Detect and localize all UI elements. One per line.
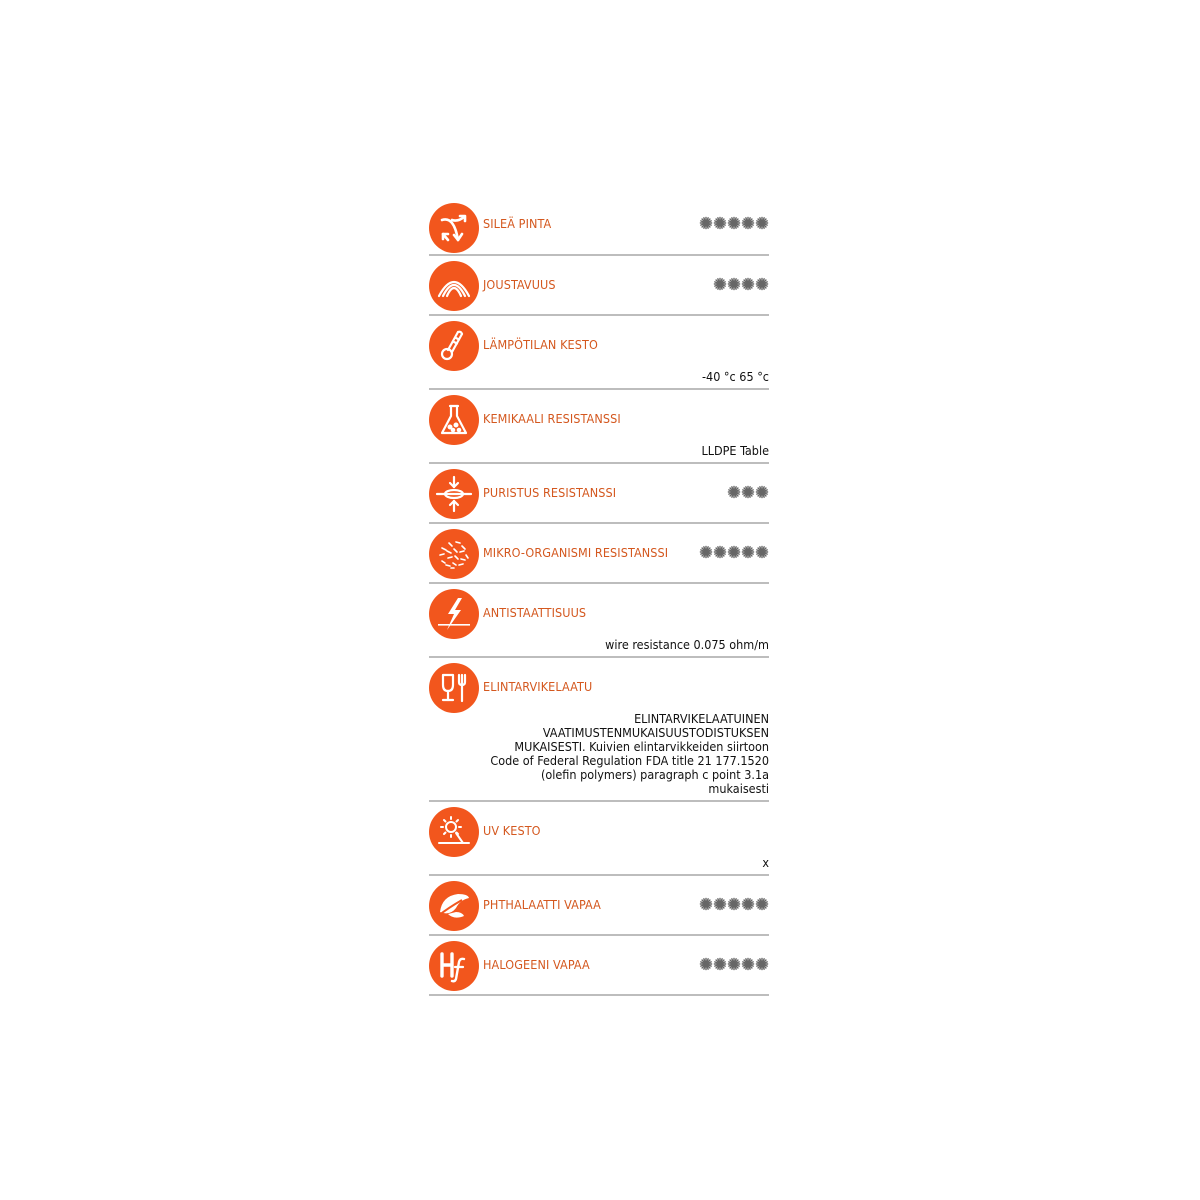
star-icon: [699, 215, 713, 234]
property-label: ANTISTAATTISUUS: [483, 605, 587, 620]
star-icon: [755, 484, 769, 503]
star-icon: [727, 544, 741, 563]
property-label: LÄMPÖTILAN KESTO: [483, 337, 598, 352]
property-row-uv: [429, 802, 769, 876]
star-icon: [713, 956, 727, 975]
star-icon: [727, 896, 741, 915]
rating-stars: [713, 276, 769, 295]
property-row-halogen-free: [429, 936, 769, 996]
property-row-food-grade: [429, 658, 769, 802]
food-grade-icon: [429, 663, 479, 713]
property-label: JOUSTAVUUS: [483, 277, 556, 292]
star-icon: [755, 276, 769, 295]
property-label: PURISTUS RESISTANSSI: [483, 485, 617, 500]
property-label: ELINTARVIKELAATU: [483, 679, 593, 694]
property-label: KEMIKAALI RESISTANSSI: [483, 411, 621, 426]
rating-stars: [699, 544, 769, 563]
star-icon: [713, 276, 727, 295]
star-icon: [713, 896, 727, 915]
star-icon: [713, 544, 727, 563]
halogen-free-icon: [429, 941, 479, 991]
thermometer-icon: [429, 321, 479, 371]
star-icon: [727, 276, 741, 295]
property-value: x: [762, 855, 769, 870]
star-icon: [741, 896, 755, 915]
rating-stars: [727, 484, 769, 503]
flask-icon: [429, 395, 479, 445]
property-label: UV KESTO: [483, 823, 541, 838]
star-icon: [741, 544, 755, 563]
rating-stars: [699, 215, 769, 234]
star-icon: [741, 956, 755, 975]
rating-stars: [699, 956, 769, 975]
leaf-icon: [429, 881, 479, 931]
property-row-compression: [429, 464, 769, 524]
star-icon: [727, 484, 741, 503]
property-row-smooth-surface: [429, 200, 769, 256]
star-icon: [741, 215, 755, 234]
lightning-icon: [429, 589, 479, 639]
star-icon: [699, 896, 713, 915]
star-icon: [741, 484, 755, 503]
microorganism-icon: [429, 529, 479, 579]
star-icon: [755, 544, 769, 563]
property-label: HALOGEENI VAPAA: [483, 957, 590, 972]
star-icon: [755, 215, 769, 234]
property-row-flexibility: [429, 256, 769, 316]
uv-sun-icon: [429, 807, 479, 857]
property-value: ELINTARVIKELAATUINEN VAATIMUSTENMUKAISUUSTODISTUKSEN MUKAISESTI. Kuivien elintarvikkeiden siirtoon Code of Federal Regulation FDA title 21 177.1520 (olefin polymers) paragraph c point 3.1a mukaisesti: [490, 711, 769, 796]
property-row-phthalate-free: [429, 876, 769, 936]
star-icon: [699, 544, 713, 563]
property-label: MIKRO-ORGANISMI RESISTANSSI: [483, 545, 669, 560]
property-row-temperature: [429, 316, 769, 390]
star-icon: [727, 215, 741, 234]
star-icon: [699, 956, 713, 975]
property-row-chemical: [429, 390, 769, 464]
star-icon: [713, 215, 727, 234]
property-value: LLDPE Table: [701, 443, 769, 458]
property-value: -40 °c 65 °c: [702, 369, 769, 384]
star-icon: [741, 276, 755, 295]
property-label: PHTHALAATTI VAPAA: [483, 897, 601, 912]
star-icon: [755, 896, 769, 915]
star-icon: [755, 956, 769, 975]
flexibility-icon: [429, 261, 479, 311]
property-row-antistatic: [429, 584, 769, 658]
star-icon: [727, 956, 741, 975]
compression-icon: [429, 469, 479, 519]
properties-list: [429, 200, 769, 996]
property-row-microorganism: [429, 524, 769, 584]
smooth-surface-icon: [429, 203, 479, 253]
rating-stars: [699, 896, 769, 915]
property-value: wire resistance 0.075 ohm/m: [605, 637, 769, 652]
property-label: SILEÄ PINTA: [483, 216, 552, 231]
